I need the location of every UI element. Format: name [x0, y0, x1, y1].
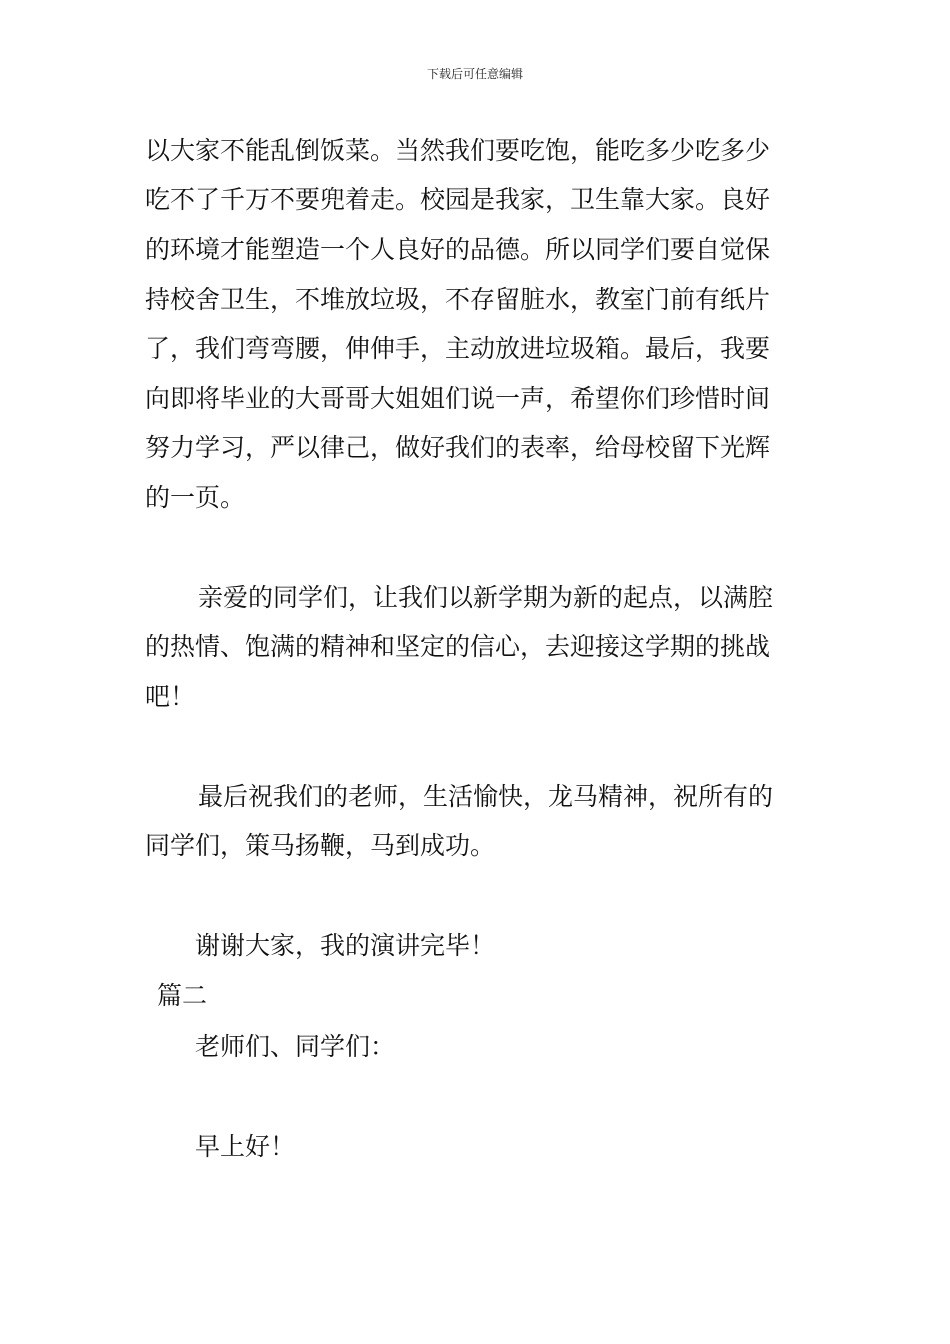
- paragraph-1-line-5: 了，我们弯弯腰，伸伸手，主动放进垃圾箱。最后，我要: [145, 334, 771, 363]
- paragraph-1-line-2: 吃不了千万不要兜着走。校园是我家，卫生靠大家。良好: [145, 185, 771, 214]
- paragraph-1-line-1: 以大家不能乱倒饭菜。当然我们要吃饱，能吃多少吃多少: [145, 136, 771, 165]
- paragraph-1-line-4: 持校舍卫生，不堆放垃圾，不存留脏水，教室门前有纸片: [145, 285, 771, 314]
- page-header: 下载后可任意编辑: [426, 67, 523, 81]
- paragraph-1-line-6: 向即将毕业的大哥哥大姐姐们说一声，希望你们珍惜时间: [145, 384, 771, 413]
- paragraph-1-line-7: 努力学习，严以律己，做好我们的表率，给母校留下光辉: [145, 433, 771, 462]
- paragraph-2-line-2: 的热情、饱满的精神和坚定的信心，去迎接这学期的挑战: [145, 632, 771, 661]
- paragraph-1-line-8: 的一页。: [145, 483, 246, 512]
- greeting-line: 老师们、同学们：: [195, 1032, 396, 1061]
- morning-line: 早上好！: [195, 1132, 296, 1161]
- section-heading: 篇二: [157, 981, 208, 1010]
- paragraph-3-line-1: 最后祝我们的老师，生活愉快，龙马精神，祝所有的: [198, 782, 774, 811]
- paragraph-1-line-3: 的环境才能塑造一个人良好的品德。所以同学们要自觉保: [145, 235, 771, 264]
- paragraph-3-line-2: 同学们，策马扬鞭，马到成功。: [145, 831, 496, 860]
- closing-line: 谢谢大家，我的演讲完毕！: [195, 931, 496, 960]
- paragraph-2-line-1: 亲爱的同学们，让我们以新学期为新的起点，以满腔: [198, 583, 774, 612]
- paragraph-2-line-3: 吧！: [145, 682, 196, 711]
